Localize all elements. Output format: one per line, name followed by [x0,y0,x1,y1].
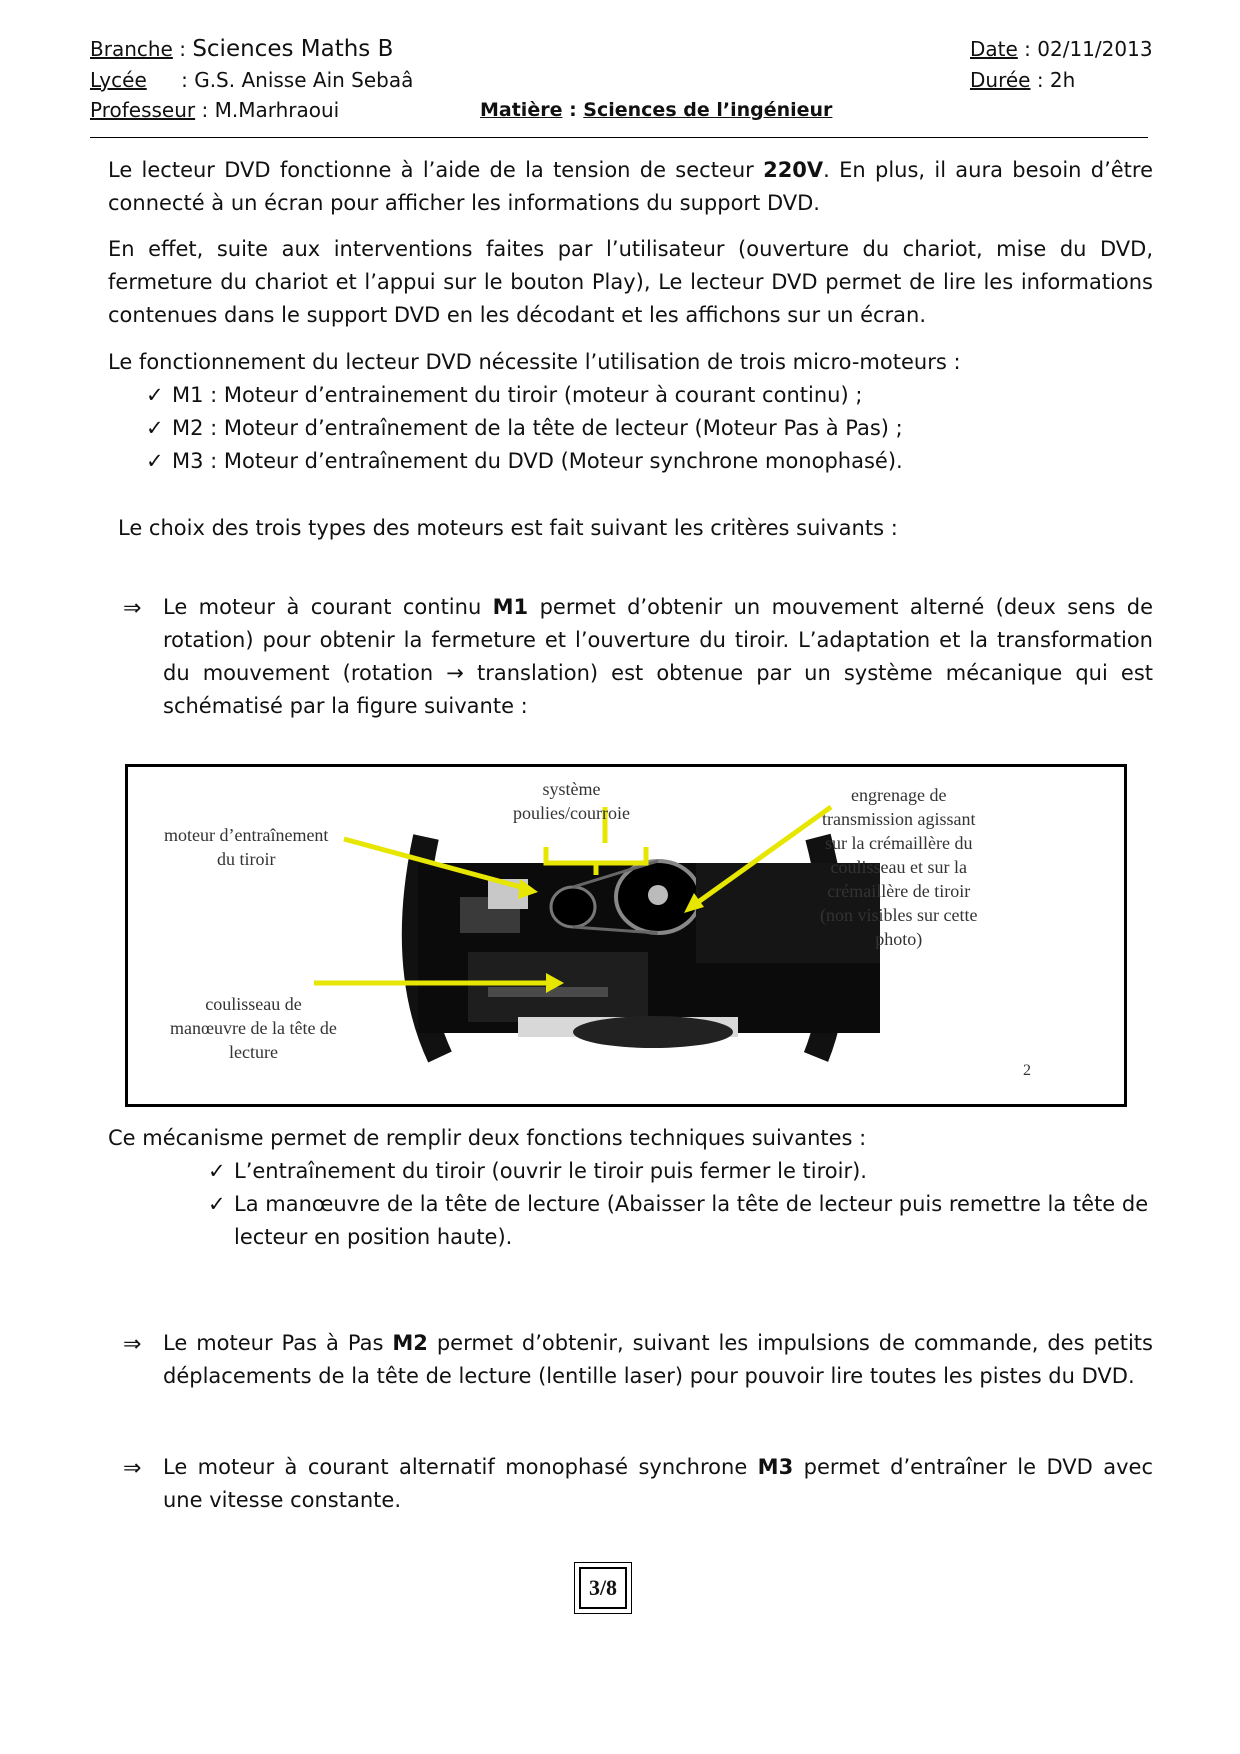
implies-icon: ⇒ [123,1332,142,1357]
function-2-text: La manœuvre de la tête de lecture (Abaisser la tête de lecteur puis remettre la tête de [234,1192,1149,1216]
branche-label: Branche [90,37,173,61]
mechanism-figure [125,764,1127,1107]
mechanism-intro: Ce mécanisme permet de remplir deux fonctions techniques suivantes : [108,1126,867,1150]
label-motor-line1: moteur d’entraînement [164,825,329,845]
pulley-hub [648,885,668,905]
check-icon: ✓ [146,383,164,407]
header-lycee [90,68,413,92]
implies-icon: ⇒ [123,596,142,621]
lycee-label: Lycée [90,68,147,92]
choice-text: Le choix des trois types des moteurs est fait suivant les critères suivants : [118,516,898,540]
label-gear [820,783,977,951]
figure-page-number: 2 [1023,1062,1031,1079]
label-gear-line4: coulisseau et sur la [830,857,967,877]
intro-p1-text: Le lecteur DVD fonctionne à l’aide de la tension de secteur [108,158,764,182]
label-gear-line2: transmission agissant [821,809,976,829]
label-slider-line1: coulisseau de [205,994,302,1014]
motor-item-m1 [146,379,862,412]
check-icon: ✓ [146,449,164,473]
matiere-label: Matière [480,99,563,121]
m1-paragraph [163,591,1153,723]
label-gear-line5: crémaillère de tiroir [827,881,971,901]
small-pulley [551,887,595,927]
header-matiere: Matière : Sciences de l’ingénieur [480,99,833,121]
m2-rest: permet d’obtenir, suivant les impulsions de commande, des petits déplacements de la tête de lecture (lentille laser) pour pouvoir lire toutes les pistes du DVD. [163,1331,1153,1388]
duree-label: Durée [970,68,1031,92]
prof-label: Professeur [90,98,196,122]
m2-text: Le moteur Pas à Pas [163,1331,393,1355]
disc-shadow [573,1016,733,1048]
branche-value: Sciences Maths B [192,36,394,62]
m1-text: Le moteur à courant continu [163,595,493,619]
intro-paragraph-2: En effet, suite aux interventions faites par l’utilisateur (ouverture du chariot, mise du DVD, fermeture du chariot et l’appui sur le bouton Play), Le lecteur DVD permet de lire les informations contenues dans le support DVD en les décodant et les affichons sur un écran. [108,237,1153,327]
page-number: 3/8 [579,1567,627,1609]
m3-text: Le moteur à courant alternatif monophasé synchrone [163,1455,758,1479]
date-label: Date [970,37,1018,61]
intro-paragraph-3: Le fonctionnement du lecteur DVD nécessite l’utilisation de trois micro-moteurs : [108,350,961,374]
duree-value: 2h [1049,68,1076,92]
header-professeur: Professeur : M.Marhraoui [90,98,340,122]
m3-label: M3 [757,1455,794,1479]
intro-paragraph-1 [108,154,1153,220]
m2-paragraph [163,1327,1153,1393]
intro-p1-rest: . En plus, il aura besoin d’être connecté à un écran pour afficher les informations du support DVD. [108,158,1153,215]
header-rule [90,137,1148,138]
header-duree: Durée : 2h [970,68,1076,92]
label-slider-line3: lecture [228,1042,278,1062]
matiere-value: Sciences de l’ingénieur [583,99,833,121]
header-date: Date : 02/11/2013 [970,37,1153,61]
label-slider [170,992,337,1064]
motor-m1-text: M1 : Moteur d’entrainement du tiroir (moteur à courant continu) ; [172,383,863,407]
label-pulley [513,777,630,825]
label-motor [164,823,328,871]
motor-item-m2 [146,412,903,445]
lycee-value: : G.S. Anisse Ain Sebaâ [181,68,414,92]
header-branche: Branche : Sciences Maths B [90,36,394,62]
m1-label: M1 [492,595,529,619]
label-pulley-line1: système [542,779,601,799]
m1-rest: permet d’obtenir un mouvement alterné (deux sens de rotation) pour obtenir la fermeture et l’ouverture du tiroir. L’adaptation et la transformation du mouvement (rotation → translation) est obtenue par un système mécanique qui est schématisé par la figure suivante : [163,595,1153,718]
label-gear-line3: sur la crémaillère du [825,833,973,853]
page-number-box [574,1562,632,1614]
motor-m2-text: M2 : Moteur d’entraînement de la tête de lecteur (Moteur Pas à Pas) ; [172,416,903,440]
function-2-continuation: lecteur en position haute). [234,1225,513,1249]
check-icon: ✓ [208,1159,226,1183]
label-gear-line7: photo) [875,929,923,949]
label-gear-line6: (non visibles sur cette [820,905,978,925]
date-value: 02/11/2013 [1037,37,1153,61]
m3-rest: permet d’entraîner le DVD avec une vitesse constante. [163,1455,1153,1512]
label-pulley-line2: poulies/courroie [513,803,630,823]
label-gear-line1: engrenage de [851,785,947,805]
function-item-2 [208,1188,1148,1221]
label-motor-line2: du tiroir [216,849,276,869]
motor-m3-text: M3 : Moteur d’entraînement du DVD (Moteur synchrone monophasé). [172,449,903,473]
label-slider-line2: manœuvre de la tête de [170,1018,337,1038]
m3-paragraph [163,1451,1153,1517]
check-icon: ✓ [146,416,164,440]
m2-label: M2 [392,1331,428,1355]
voltage-value: 220V [763,158,824,182]
function-1-text: L’entraînement du tiroir (ouvrir le tiroir puis fermer le tiroir). [234,1159,867,1183]
motor-item-m3 [146,445,903,478]
implies-icon: ⇒ [123,1456,142,1481]
check-icon: ✓ [208,1192,226,1216]
function-item-1 [208,1155,867,1188]
prof-value: M.Marhraoui [214,98,340,122]
